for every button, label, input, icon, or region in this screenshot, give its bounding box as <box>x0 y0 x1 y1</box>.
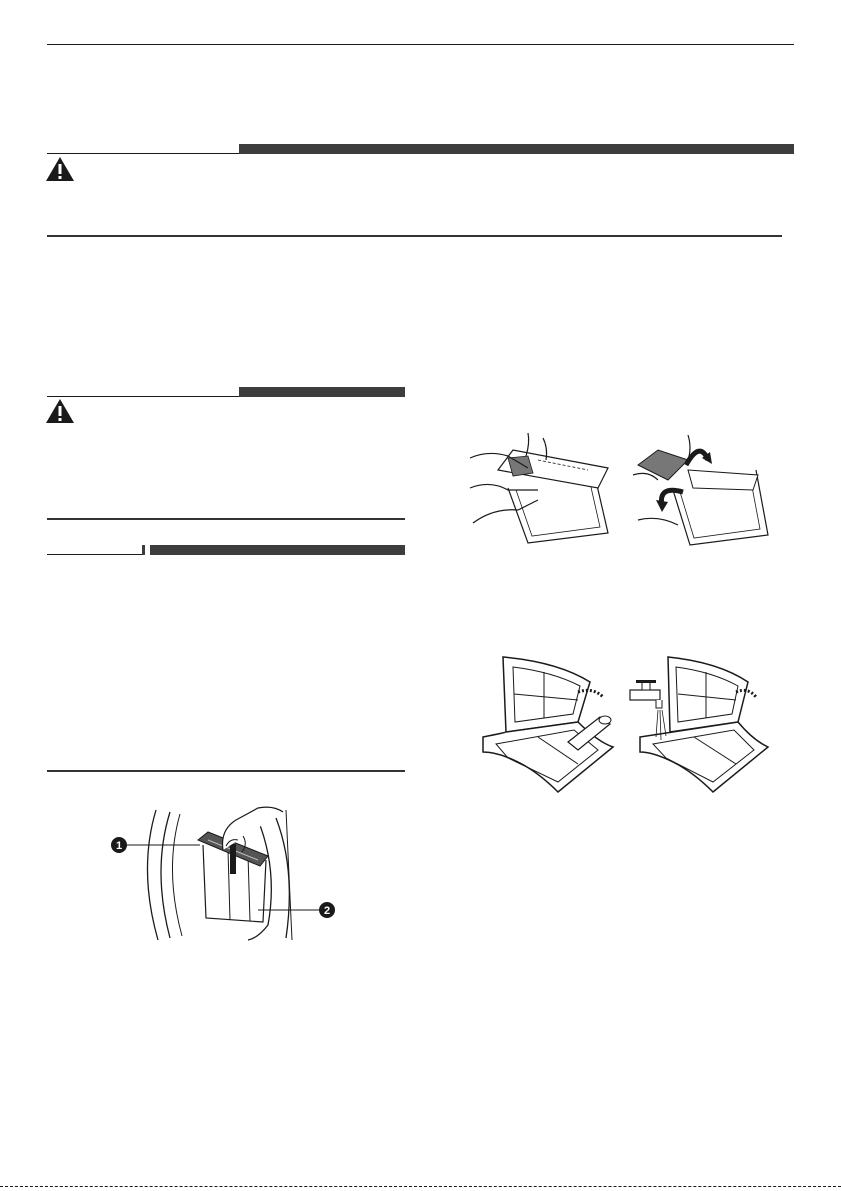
banner-light-segment <box>47 554 142 555</box>
warning-triangle-icon <box>45 156 75 182</box>
note-banner-left <box>47 545 405 555</box>
callout-2-label: 2 <box>323 905 331 917</box>
warning-banner-top <box>47 144 794 154</box>
banner-dark-segment <box>239 144 794 154</box>
note-end-rule-left <box>47 770 405 772</box>
filter-rinse-illustration <box>628 652 778 802</box>
warning-end-rule-left <box>47 518 405 520</box>
banner-light-segment <box>47 153 239 154</box>
filter-vacuum-illustration <box>478 652 628 802</box>
header-rule <box>47 44 794 45</box>
banner-tick <box>142 545 145 555</box>
warning-triangle-icon <box>45 398 75 424</box>
filter-open-illustration-left <box>468 428 618 550</box>
callout-1-label: 1 <box>115 840 123 852</box>
banner-dark-segment <box>150 545 405 555</box>
page-bottom-edge <box>0 1186 841 1187</box>
warning-banner-left <box>47 387 405 397</box>
filter-open-illustration-right <box>628 430 778 552</box>
banner-light-segment <box>47 396 239 397</box>
filter-removal-illustration <box>108 800 348 942</box>
banner-dark-segment <box>239 387 405 397</box>
warning-end-rule-top <box>47 235 782 237</box>
